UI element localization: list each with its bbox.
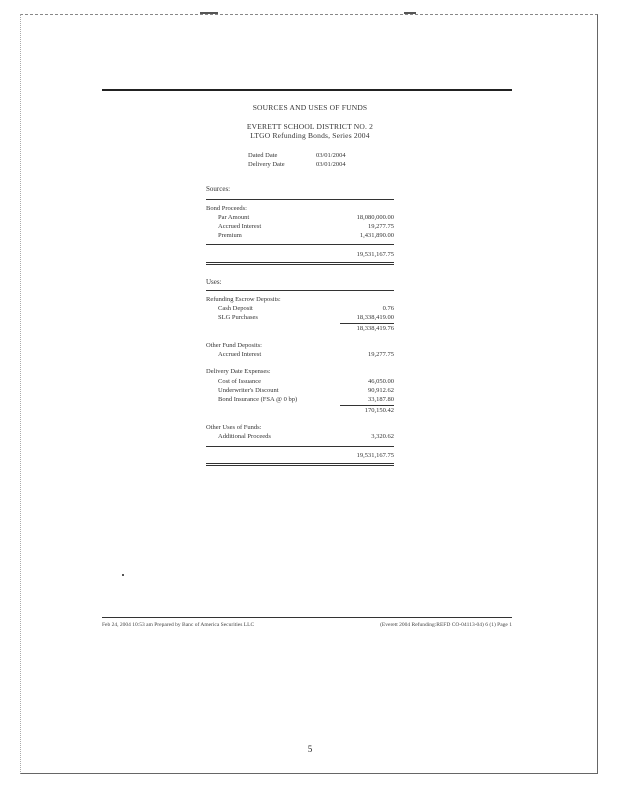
use-value: 46,050.00 [368, 378, 394, 385]
use-label: Accrued Interest [218, 351, 262, 358]
footer-right: (Everett 2004 Refunding:REFD CO-04113-04) 6 (1) Page 1 [380, 622, 512, 628]
source-label: Accrued Interest [218, 223, 262, 230]
uses-total-rule [206, 446, 394, 447]
use-subtotal: 170,150.42 [364, 407, 394, 414]
scan-mark [200, 12, 218, 14]
dated-date-value: 03/01/2004 [316, 152, 346, 159]
footer-left: Feb 24, 2004 10:53 am Prepared by Banc of America Securities LLC [102, 622, 255, 628]
uses-group-label: Refunding Escrow Deposits: [206, 296, 281, 303]
use-subtotal: 18,338,419.76 [356, 325, 394, 332]
subtotal-rule [340, 323, 394, 324]
scan-speck [122, 574, 124, 576]
use-label: Additional Proceeds [218, 433, 271, 440]
uses-total: 19,531,167.75 [356, 452, 394, 459]
source-value: 18,080,000.00 [356, 214, 394, 221]
use-label: SLG Purchases [218, 314, 258, 321]
uses-group-label: Other Fund Deposits: [206, 342, 262, 349]
use-label: Bond Insurance (FSA @ 0 bp) [218, 396, 298, 403]
sources-heading: Sources: [206, 185, 231, 193]
uses-rule [206, 290, 394, 291]
doc-subtitle-issuer: EVERETT SCHOOL DISTRICT NO. 2 [246, 122, 374, 131]
sources-double-rule [206, 262, 394, 263]
source-label: Par Amount [218, 214, 250, 221]
uses-group-label: Other Uses of Funds: [206, 424, 262, 431]
doc-title: SOURCES AND USES OF FUNDS [252, 103, 368, 112]
use-value: 33,187.80 [368, 396, 394, 403]
footer-rule [102, 617, 512, 618]
delivery-date-value: 03/01/2004 [316, 161, 346, 168]
use-value: 0.76 [382, 305, 394, 312]
uses-heading: Uses: [206, 278, 222, 286]
scan-mark [404, 12, 416, 14]
sources-total-rule [206, 244, 394, 245]
doc-subtitle-series: LTGO Refunding Bonds, Series 2004 [250, 131, 370, 140]
uses-double-rule [206, 465, 394, 466]
sources-group-label: Bond Proceeds: [206, 205, 247, 212]
uses-group-label: Delivery Date Expenses: [206, 368, 271, 375]
sources-total: 19,531,167.75 [356, 251, 394, 258]
sources-double-rule [206, 264, 394, 265]
subtotal-rule [340, 405, 394, 406]
source-label: Premium [218, 232, 242, 239]
use-label: Underwriter's Discount [218, 387, 279, 394]
uses-double-rule [206, 463, 394, 464]
source-value: 1,431,890.00 [359, 232, 394, 239]
sources-rule [206, 199, 394, 200]
use-value: 90,912.62 [368, 387, 394, 394]
use-value: 3,320.62 [371, 433, 394, 440]
page-number: 5 [307, 744, 313, 754]
use-label: Cash Deposit [218, 305, 253, 312]
dated-date-label: Dated Date [248, 152, 278, 159]
use-value: 19,277.75 [368, 351, 394, 358]
source-value: 19,277.75 [368, 223, 394, 230]
use-label: Cost of Issuance [218, 378, 261, 385]
use-value: 18,338,419.00 [356, 314, 394, 321]
top-rule [102, 89, 512, 91]
delivery-date-label: Delivery Date [248, 161, 285, 168]
